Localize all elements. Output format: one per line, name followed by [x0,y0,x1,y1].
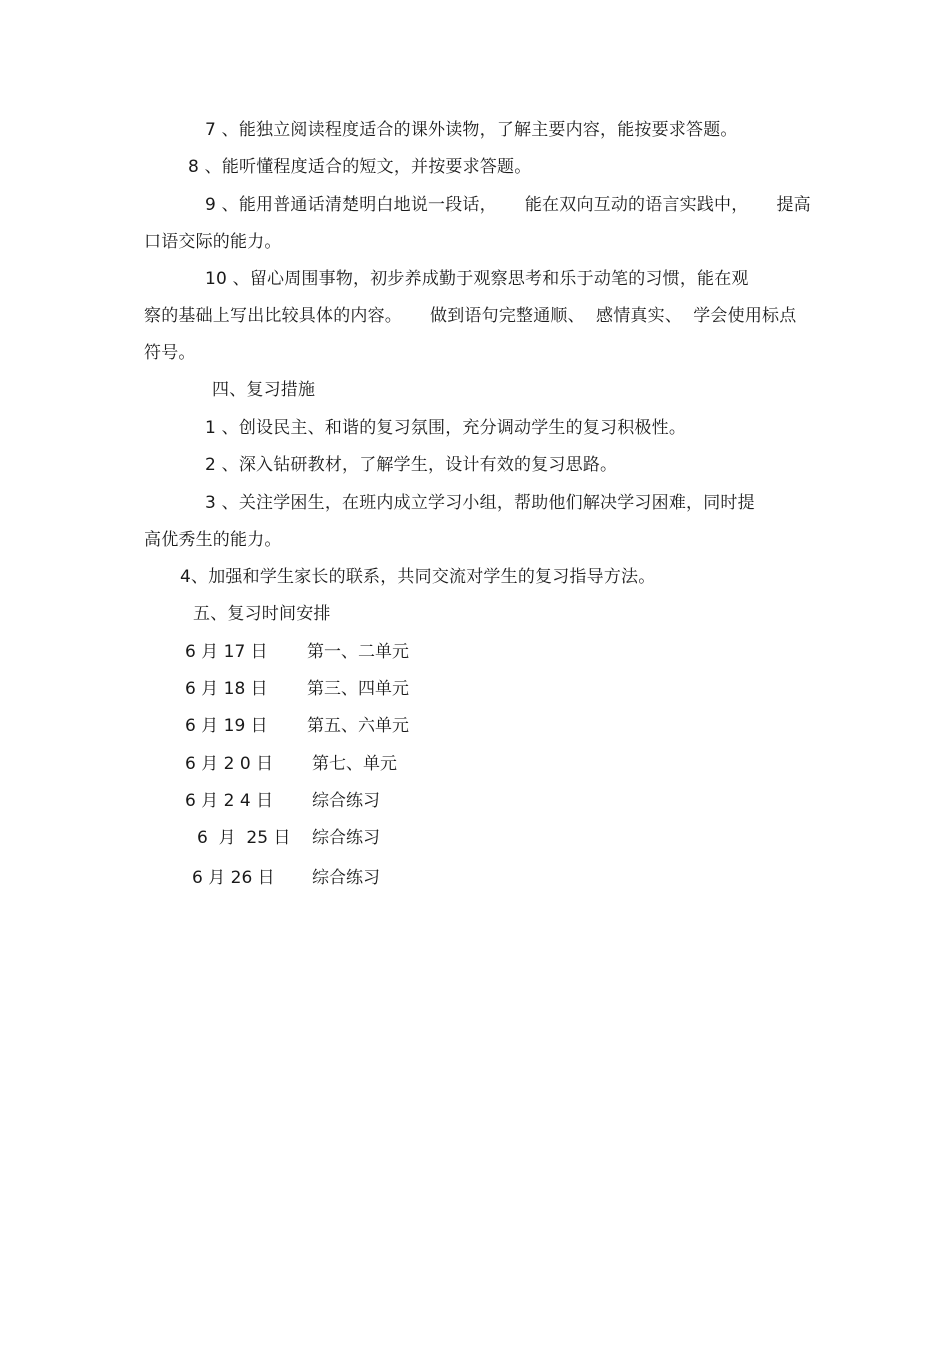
schedule-date: 6 月 2 0 日 [185,754,274,774]
goal-item-10-line1: 10 、留心周围事物，初步养成勤于观察思考和乐于动笔的习惯，能在观 [205,269,749,289]
goal-item-7: 7 、能独立阅读程度适合的课外读物，了解主要内容，能按要求答题。 [205,120,738,140]
schedule-task: 第七、单元 [312,754,397,774]
measure-item-3-line2: 高优秀生的能力。 [144,530,282,550]
schedule-task: 第三、四单元 [307,679,409,699]
schedule-date: 6 月 26 日 [192,868,275,888]
goal-item-8: 8 、能听懂程度适合的短文，并按要求答题。 [188,157,532,177]
schedule-date: 6 月 17 日 [185,642,268,662]
schedule-date: 6 月 19 日 [185,716,268,736]
schedule-task: 第一、二单元 [307,642,409,662]
measure-item-4: 4、加强和学生家长的联系，共同交流对学生的复习指导方法。 [180,567,656,587]
schedule-task: 综合练习 [312,828,380,848]
schedule-task: 综合练习 [312,791,380,811]
measures-heading: 四、复习措施 [212,380,316,400]
goal-item-10-line3: 符号。 [144,343,196,363]
schedule-task: 第五、六单元 [307,716,409,736]
schedule-date: 6 月 25 日 [197,828,291,848]
goal-item-10-line2: 察的基础上写出比较具体的内容。 做到语句完整通顺、 感情真实、 学会使用标点 [144,306,797,326]
goal-item-9-line1: 9 、能用普通话清楚明白地说一段话， 能在双向互动的语言实践中， 提高 [205,195,811,215]
measure-item-1: 1 、创设民主、和谐的复习氛围，充分调动学生的复习积极性。 [205,418,687,438]
schedule-heading: 五、复习时间安排 [193,604,331,624]
schedule-task: 综合练习 [312,868,380,888]
measure-item-3-line1: 3 、关注学困生，在班内成立学习小组，帮助他们解决学习困难，同时提 [205,493,755,513]
goal-item-9-line2: 口语交际的能力。 [144,232,282,252]
schedule-date: 6 月 2 4 日 [185,791,274,811]
schedule-date: 6 月 18 日 [185,679,268,699]
measure-item-2: 2 、深入钻研教材，了解学生，设计有效的复习思路。 [205,455,618,475]
